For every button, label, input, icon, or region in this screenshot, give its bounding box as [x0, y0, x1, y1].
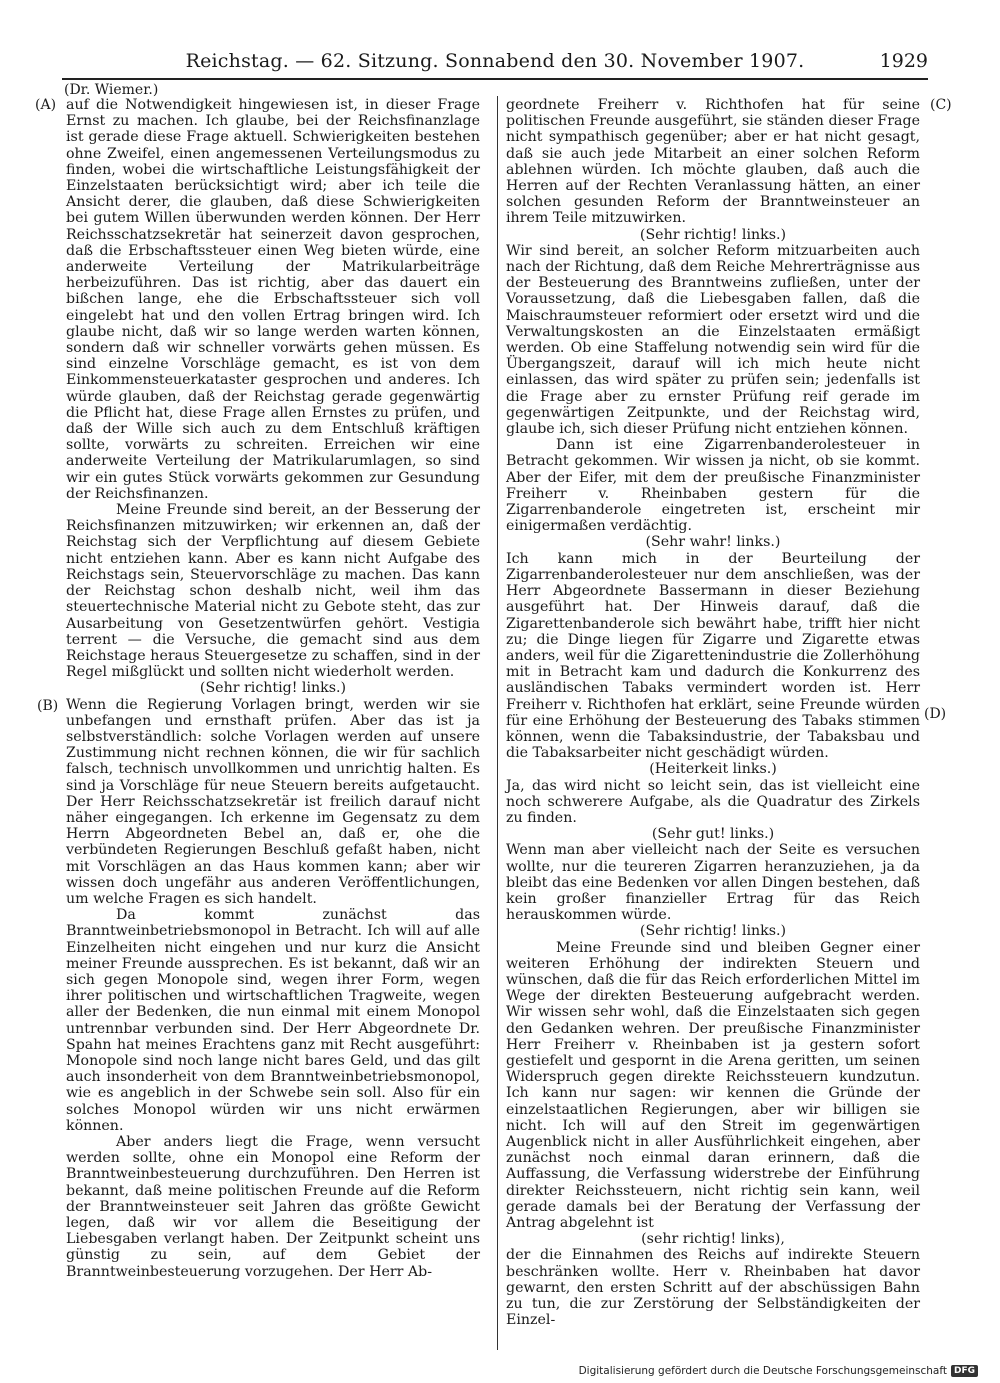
margin-mark-b: (B)	[37, 698, 59, 714]
paragraph: Meine Freunde sind und bleiben Gegner einer weiteren Erhöhung der indirekten Steuern und wünschen, daß die für das Reich erforderlichen Mittel im Wege der direkten Besteuerung aufgebracht werden. Wir wissen sehr wohl, daß die Einzelstaaten sich gegen den Gedanken wehren. Der preußische Finanzminister Herr Freiherr v. Rheinbaben ist ja gestern sofort gestiefelt und gespornt in die Arena geritten, um seinen Widerspruch gegen direkte Reichssteuern kundzutun. Ich kann nur sagen: wir kennen die Gründe der einzelstaatlichen Regierungen, aber wir billigen sie nicht. Ich will auf den Streit im gegenwärtigen Augenblick nicht in aller Ausführlichkeit eingehen, aber zunächst noch einmal daran erinnern, daß die Auffassung, die Verfassung widerstrebe der Einführung direkter Reichssteuern, nicht richtig sein kann, weil gerade damals bei der Beratung der Verfassung der Antrag abgelehnt ist	[506, 939, 920, 1232]
paragraph: Ich kann mich in der Beurteilung der Zigarrenbanderolesteuer nur dem anschließen, was der Herr Abgeordnete Bassermann in dieser Beziehung ausgeführt hat. Der Hinweis darauf, daß die Zigarettenbanderole sich bewährt habe, trifft hier nicht zu; die Dinge liegen für Zigarre und Zigarette etwas anders, weil für die Zigarettenindustrie die Zollerhöhung mit in Betracht kam und dadurch die Konkurrenz des ausländischen Tabaks vermindert worden ist. Herr Freiherr v. Richthofen hat erklärt, seine Freunde würden für eine Erhöhung der Besteuerung des Tabaks stimmen können, wenn die Tabaksindustrie, der Tabaksbau und die Tabaksarbeiter nicht geschädigt würden.	[506, 550, 920, 762]
page-header	[62, 50, 928, 80]
paragraph: Wenn man aber vielleicht nach der Seite es versuchen wollte, nur die teureren Zigarren heranzuziehen, ja da bleibt das eine Bedenken vor allen Dingen bestehen, daß kein großer finanzieller Ertrag für das Reich herauskommen würde.	[506, 842, 920, 924]
dfg-logo: DFG	[951, 1365, 978, 1377]
paragraph: Meine Freunde sind bereit, an der Besserung der Reichsfinanzen mitzuwirken; wir erkennen an, daß der Reichstag sich der Verpflichtung auf diesem Gebiete nicht entziehen kann. Aber es kann nicht Aufgabe des Reichstags sein, Steuervorschläge zu machen. Das kann der Reichstag schon deshalb nicht, weil ihm das steuertechnische Material nicht zu Gebote steht, das zur Ausarbeitung von Gesetzentwürfen gehört. Vestigia terrent — die Versuche, die gemacht sind aus dem Reichstage heraus Steuergesetze zu schaffen, sind in der Regel mißglückt und sollten nicht wiederholt werden.	[66, 502, 480, 681]
paragraph: der die Einnahmen des Reichs auf indirekte Steuern beschränken wollte. Herr v. Rheinbaben hat davor gewarnt, den ersten Schritt auf der abschüssigen Bahn zu tun, die zur Zerstörung der Selbständigkeiten der Einzel-	[506, 1247, 920, 1329]
speaker-label: (Dr. Wiemer.)	[64, 82, 159, 98]
footer-credit	[579, 1365, 978, 1377]
interjection-remark: (Heiterkeit links.)	[649, 761, 777, 778]
header-title: Reichstag. — 62. Sitzung. Sonnabend den 30. November 1907.	[185, 50, 805, 72]
interjection-remark: (Sehr richtig! links.)	[639, 226, 787, 243]
paragraph: geordnete Freiherr v. Richthofen hat für seine politischen Freunde ausgeführt, sie ständen dieser Frage nicht sympathisch gegenüber; aber er hat nicht gesagt, daß sie auch jede Mitarbeit an einer solchen Reform ablehnen würden. Ich möchte glauben, daß auch die Herren auf der Rechten Veranlassung hätten, an einer solchen gesunden Reform der Branntweinsteuer an ihrem Teile mitzuwirken.	[506, 97, 920, 227]
interjection-remark: (Sehr richtig! links.)	[199, 680, 347, 697]
footer-text: Digitalisierung gefördert durch die Deutsche Forschungsgemeinschaft	[578, 1365, 947, 1377]
page-number: 1929	[879, 50, 928, 72]
interjection-remark: (Sehr gut! links.)	[651, 826, 775, 843]
interjection-remark: (Sehr richtig! links.)	[639, 923, 787, 940]
margin-mark-c: (C)	[930, 97, 952, 113]
paragraph: Ja, das wird nicht so leicht sein, das ist vielleicht eine noch schwerere Aufgabe, als die Quadratur des Zirkels zu finden.	[506, 777, 920, 826]
interjection-remark: (sehr richtig! links),	[641, 1231, 785, 1248]
left-text-column	[66, 97, 480, 1280]
margin-mark-d: (D)	[924, 706, 947, 722]
paragraph: Da kommt zunächst das Branntweinbetriebsmonopol in Betracht. Ich will auf alle Einzelheiten nicht eingehen und nur kurz die Ansicht meiner Freunde aussprechen. Es ist bekannt, daß wir an sich gegen Monopole sind, wegen ihrer Form, wegen ihrer politischen und wirtschaftlichen Tragweite, wegen aller der Bedenken, die nun einmal mit einem Monopol untrennbar verbunden sind. Der Herr Abgeordnete Dr. Spahn hat meines Erachtens ganz mit Recht ausgeführt: Monopole sind noch lange nicht bares Geld, und das gilt auch insonderheit von dem Branntweinbetriebsmonopol, wie es angeblich in der Schwebe sein soll. Also für ein solches Monopol würden wir uns nicht erwärmen können.	[66, 907, 480, 1134]
interjection-remark: (Sehr wahr! links.)	[645, 534, 781, 551]
paragraph: Wenn die Regierung Vorlagen bringt, werden wir sie unbefangen und ernsthaft prüfen. Aber das ist ja selbstverständlich: solche Vorlagen werden auf unsere Zustimmung nicht rechnen können, die wir für sachlich falsch, technisch unvollkommen und unrichtig halten. Es sind ja Vorschläge für neue Steuern bereits aufgetaucht. Der Herr Reichsschatzsekretär ist freilich darauf nicht näher eingegangen. Ich erkenne im Gegensatz zu dem Herrn Abgeordneten Bebel an, daß er, ohe die verbündeten Regierungen Beschluß gefaßt haben, nicht mit Vorschlägen an das Haus kommen kann; aber wir wissen doch ungefähr aus anderen Veröffentlichungen, um welche Fragen es sich handelt.	[66, 696, 480, 907]
column-divider	[497, 96, 498, 1350]
paragraph: Wir sind bereit, an solcher Reform mitzuarbeiten auch nach der Richtung, daß dem Reiche Mehrerträgnisse aus der Besteuerung des Branntweins zufließen, unter der Voraussetzung, daß die Liebesgaben fallen, daß die Maischraumsteuer reformiert oder ersetzt wird und die Verwaltungskosten an die Einzelstaaten ermäßigt werden. Ob eine Staffelung notwendig sein wird für die Übergangszeit, darauf will ich mich heute nicht einlassen, das wird später zu prüfen sein; jedenfalls ist die Frage aber zu ernster Prüfung reif gerade im gegenwärtigen Zeitpunkte, und der Reichstag wird, glaube ich, sich dieser Prüfung nicht entziehen können.	[506, 242, 920, 438]
right-text-column	[506, 97, 920, 1328]
paragraph: Aber anders liegt die Frage, wenn versucht werden sollte, ohne ein Monopol eine Reform der Branntweinbesteuerung durchzuführen. Den Herren ist bekannt, daß meine politischen Freunde auf die Reform der Branntweinsteuer seit Jahren das größte Gewicht legen, daß wir vor allem die Beseitigung der Liebesgaben verlangt haben. Der Zeitpunkt scheint uns günstig zu sein, auf dem Gebiet der Branntweinbesteuerung vorzugehen. Der Herr Ab-	[66, 1134, 480, 1280]
paragraph: auf die Notwendigkeit hingewiesen ist, in dieser Frage Ernst zu machen. Ich glaube, bei der Reichsfinanzlage ist gerade diese Frage aktuell. Schwierigkeiten bestehen ohne Zweifel, einen angemessenen Verteilungsmodus zu finden, wobei die wirtschaftliche Leistungsfähigkeit der Einzelstaaten berücksichtigt wird; aber ich teile die Ansicht derer, die glauben, daß diese Schwierigkeiten bei gutem Willen überwunden werden können. Der Herr Reichsschatzsekretär hat seinerzeit davon gesprochen, daß die Erbschaftssteuer einen Weg bieten würde, eine anderweite Verteilung der Matrikularbeiträge herbeizuführen. Das ist richtig, aber das dauert ein bißchen lange, ehe die Erbschaftssteuer sich voll eingelebt hat und den vollen Ertrag bringen wird. Ich glaube nicht, daß wir so lange werden warten können, sondern daß wir schneller vorwärts gehen müssen. Es sind einzelne Vorschläge gemacht, es ist von dem Einkommensteuerkataster gesprochen und anderes. Ich würde glauben, daß der Reichstag gerade gegenwärtig die Pflicht hat, diese Frage allen Ernstes zu prüfen, und daß der Wille sich auch zu dem Entschluß kräftigen sollte, vorwärts zu schreiten. Erreichen wir eine anderweite Verteilung der Matrikularumlagen, so sind wir ein gutes Stück vorwärts gekommen zur Gesundung der Reichsfinanzen.	[66, 97, 480, 502]
margin-mark-a: (A)	[35, 97, 57, 113]
paragraph: Dann ist eine Zigarrenbanderolesteuer in Betracht gekommen. Wir wissen ja nicht, ob sie kommt. Aber der Eifer, mit dem der preußische Finanzminister Freiherr v. Rheinbaben gestern für die Zigarrenbanderole eingetreten ist, erscheint mir einigermaßen verdächtig.	[506, 437, 920, 535]
